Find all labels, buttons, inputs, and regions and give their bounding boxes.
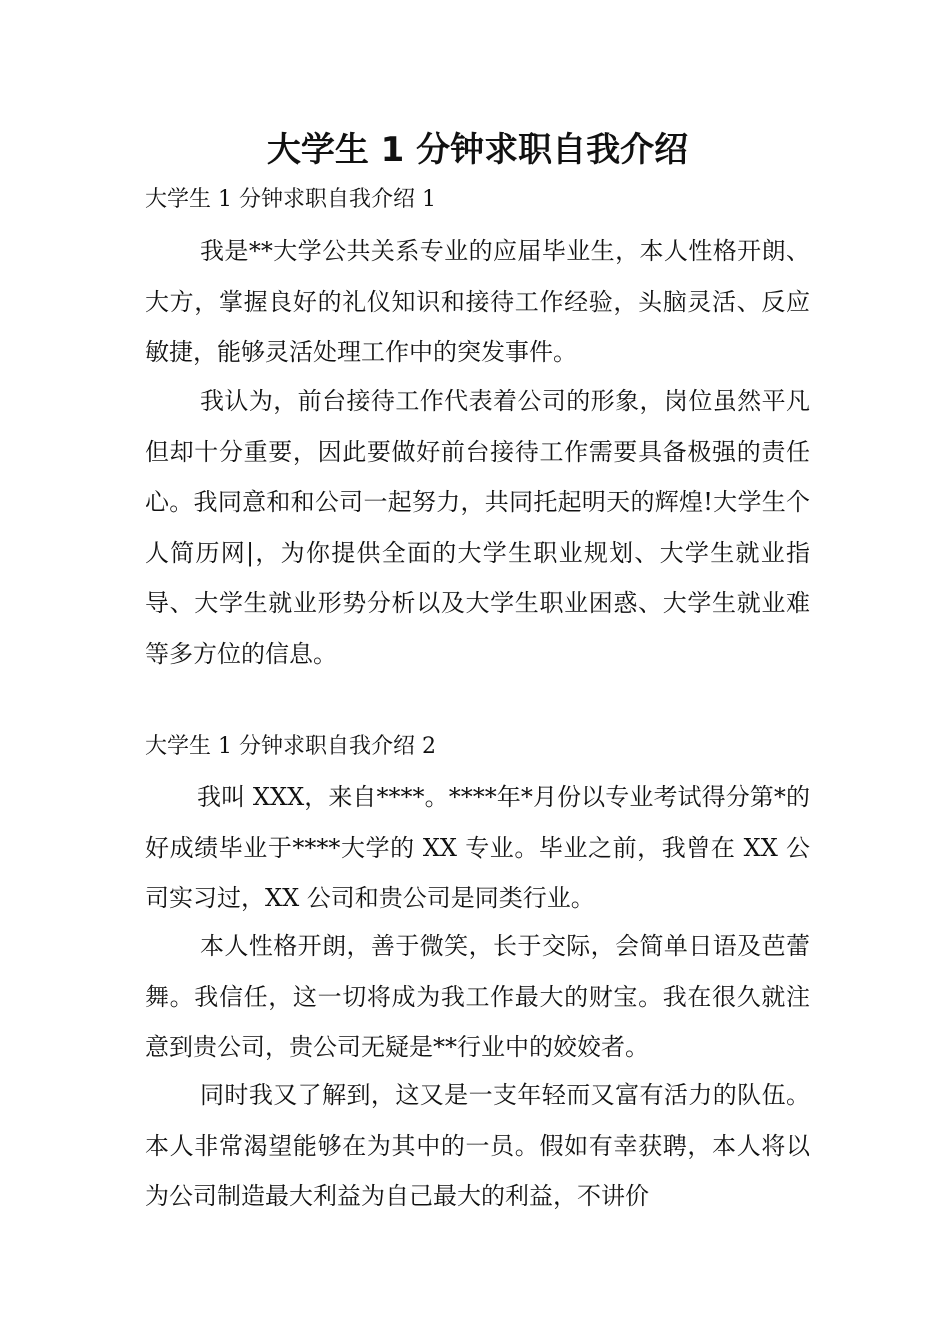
page-title: 大学生 1 分钟求职自我介绍 [266, 130, 689, 170]
paragraph: 同时我又了解到，这又是一支年轻而又富有活力的队伍。本人非常渴望能够在为其中的一员。假如有幸获聘，本人将以为公司制造最大利益为自己最大的利益，不讲价 [145, 1081, 810, 1210]
paragraph: 我是**大学公共关系专业的应届毕业生，本人性格开朗、大方，掌握良好的礼仪知识和接待工作经验，头脑灵活、反应敏捷，能够灵活处理工作中的突发事件。 [145, 237, 810, 366]
paragraph: 我叫 XXX，来自****。****年*月份以专业考试得分第*的好成绩毕业于****大学的 XX 专业。毕业之前，我曾在 XX 公司实习过，XX 公司和贵公司是同类行业。 [145, 783, 810, 912]
paragraph: 本人性格开朗，善于微笑，长于交际，会简单日语及芭蕾舞。我信任，这一切将成为我工作最大的财宝。我在很久就注意到贵公司，贵公司无疑是**行业中的姣姣者。 [145, 932, 810, 1061]
paragraph: 我认为，前台接待工作代表着公司的形象，岗位虽然平凡但却十分重要，因此要做好前台接待工作需要具备极强的责任心。我同意和和公司一起努力，共同托起明天的辉煌!大学生个人简历网|，为你提供全面的大学生职业规划、大学生就业指导、大学生就业形势分析以及大学生职业困惑、大学生就业难等多方位的信息。 [145, 387, 810, 668]
section-heading: 大学生 1 分钟求职自我介绍 1 [145, 187, 436, 212]
section-heading: 大学生 1 分钟求职自我介绍 2 [145, 734, 436, 759]
